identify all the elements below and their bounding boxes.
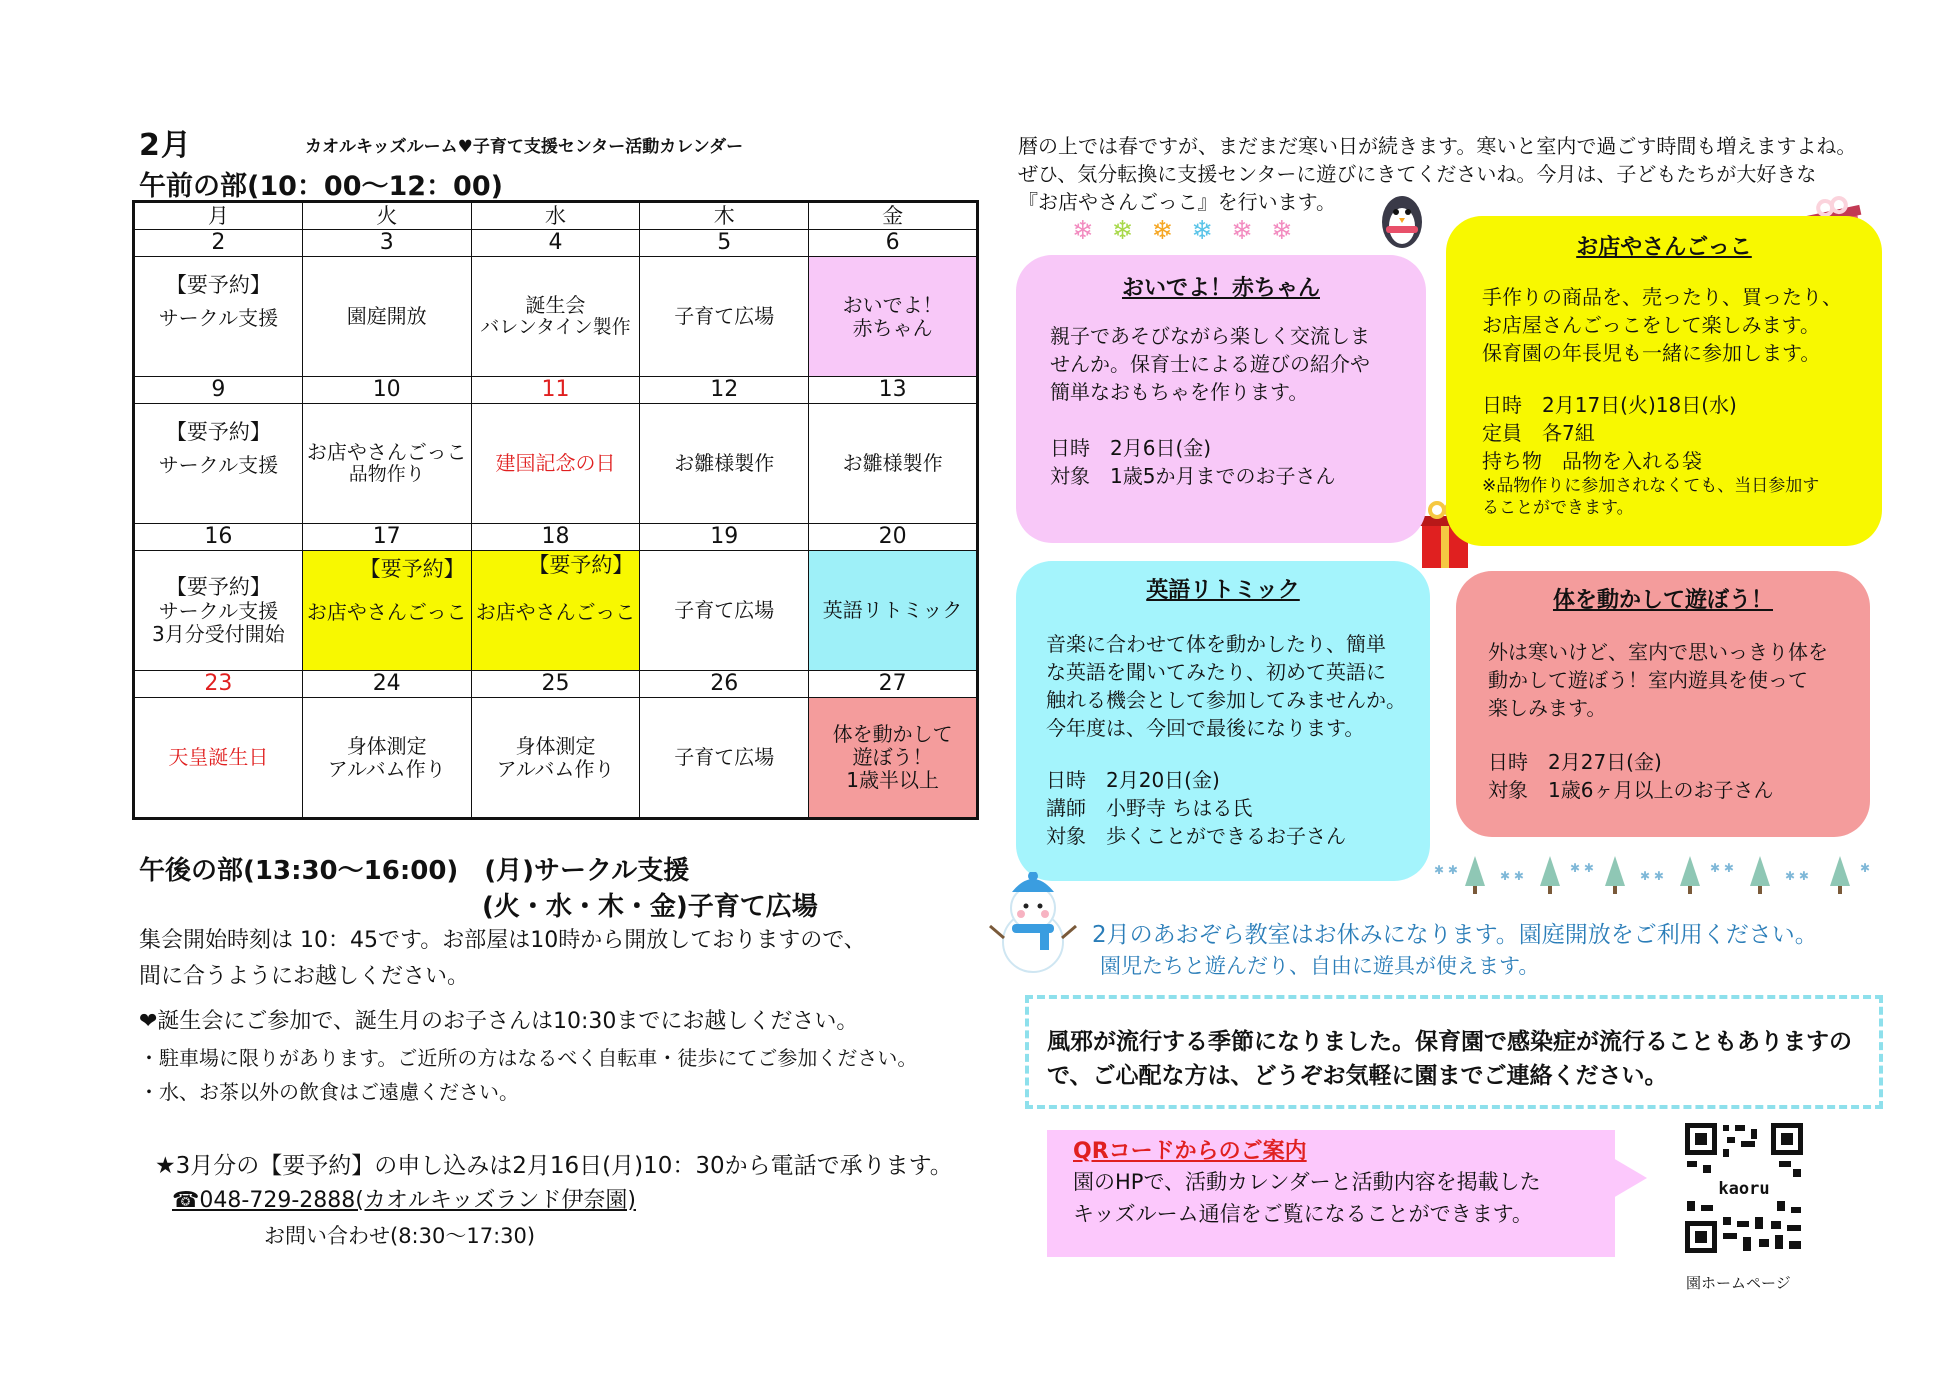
event-desc: 動かして遊ぼう！室内遊具を使って	[1488, 668, 1808, 692]
event-target: 対象 1歳5か月までのお子さん	[1050, 464, 1336, 488]
intro-line: 暦の上では春ですが、まだまだ寒い日が続きます。寒いと室内で過ごす時間も増えますよね。	[1018, 134, 1857, 158]
activity-name: 園庭開放	[346, 304, 427, 328]
activity-row	[134, 404, 978, 524]
parking-note: ・駐車場に限りがあります。ご近所の方はなるべく自転車・徒歩にてご参加ください。	[139, 1046, 918, 1070]
event-title: 体を動かして遊ぼう！	[1552, 588, 1773, 613]
activity-name: 子育て広場	[674, 598, 775, 622]
activity-cell	[640, 698, 809, 819]
date-cell: 12	[640, 377, 809, 404]
reservation-required-tag: 【要予約】	[165, 419, 271, 444]
activity-cell-highlight	[302, 551, 471, 671]
winter-trees-decoration	[1430, 850, 1886, 898]
activity-cell	[302, 698, 471, 819]
weekday-fri: 金	[809, 202, 978, 230]
activity-name: サークル支援	[158, 306, 279, 331]
activity-cell	[471, 257, 640, 377]
event-teacher: 講師 小野寺 ちはる氏	[1046, 796, 1253, 820]
snowflake-icon: ❄	[1111, 216, 1152, 246]
activity-detail: バレンタイン製作	[480, 316, 631, 339]
activity-cell-highlight	[809, 551, 978, 671]
qr-line: キッズルーム通信をご覧になることができます。	[1073, 1202, 1533, 1226]
weekday-tue: 火	[302, 202, 471, 230]
event-date: 日時 2月20日(金)	[1046, 768, 1220, 792]
date-cell: 16	[134, 524, 303, 551]
event-date: 日時 2月6日(金)	[1050, 436, 1212, 460]
snowman-icon	[988, 872, 1078, 976]
activity-cell-highlight	[809, 257, 978, 377]
activity-name: お店やさんごっこ	[306, 600, 467, 625]
event-desc: 音楽に合わせて体を動かしたり、簡単	[1046, 632, 1386, 656]
afternoon-session-label-2: (火・水・木・金)子育て広場	[482, 892, 818, 922]
svg-text:✱ ✱: ✱ ✱	[1785, 869, 1809, 883]
event-desc: 保育園の年長児も一緒に参加します。	[1482, 341, 1821, 365]
date-cell: 24	[302, 671, 471, 698]
date-cell: 6	[809, 230, 978, 257]
event-note: ることができます。	[1482, 498, 1634, 518]
activity-cell	[640, 551, 809, 671]
reservation-required-tag: 【要予約】	[359, 556, 465, 581]
event-desc: お店屋さんごっこをして楽しみます。	[1482, 313, 1820, 337]
event-desc: せんか。保育士による遊びの紹介や	[1050, 352, 1370, 376]
intro-text	[1018, 132, 1898, 216]
activity-name: 誕生会	[525, 293, 586, 318]
event-capacity: 定員 各7組	[1482, 421, 1595, 445]
activity-detail: アルバム作り	[496, 756, 615, 781]
calendar-title: カオルキッズルーム♥子育て支援センター活動カレンダー	[305, 137, 744, 157]
afternoon-session-label: 午後の部(13:30～16:00) (月)サークル支援	[139, 856, 690, 886]
penguin-icon	[1376, 188, 1428, 250]
speech-bubble-tail	[1613, 1158, 1647, 1198]
svg-text:✱: ✱	[1860, 861, 1871, 875]
event-note: ※品物作りに参加されなくても、当日参加す	[1482, 476, 1820, 496]
event-title: お店やさんごっこ	[1576, 235, 1752, 260]
intro-line: ぜひ、気分転換に支援センターに遊びにきてくださいね。今月は、子どもたちが大好きな	[1018, 162, 1817, 186]
event-desc: 親子であそびながら楽しく交流しま	[1050, 324, 1370, 348]
event-bring: 持ち物 品物を入れる袋	[1482, 449, 1702, 473]
qr-caption: 園ホームページ	[1686, 1274, 1791, 1292]
activity-cell	[134, 257, 303, 377]
date-cell: 5	[640, 230, 809, 257]
activity-cell	[134, 551, 303, 671]
activity-cell	[809, 404, 978, 524]
event-desc: 手作りの商品を、売ったり、買ったり、	[1482, 285, 1842, 309]
date-cell: 4	[471, 230, 640, 257]
activity-cell	[134, 404, 303, 524]
qr-description	[1073, 1166, 1541, 1230]
reservation-notice: ★3月分の【要予約】の申し込みは2月16日(月)10：30から電話で承ります。	[155, 1153, 953, 1179]
activity-detail: アルバム作り	[327, 756, 446, 781]
inquiry-hours: お問い合わせ(8:30～17:30)	[264, 1224, 536, 1248]
event-desc: 今年度は、今回で最後になります。	[1046, 716, 1365, 740]
event-card-move	[1456, 571, 1870, 837]
start-time-note	[139, 923, 866, 995]
date-cell: 17	[302, 524, 471, 551]
activity-cell	[640, 404, 809, 524]
date-row	[134, 671, 978, 698]
birthday-note: ❤誕生会にご参加で、誕生月のお子さんは10:30までにお越しください。	[139, 1009, 859, 1034]
activity-cell-highlight	[471, 551, 640, 671]
event-desc: 簡単なおもちゃを作ります。	[1050, 380, 1309, 404]
svg-text:✱ ✱: ✱ ✱	[1434, 863, 1458, 877]
activity-detail: 品物作り	[348, 463, 425, 486]
activity-cell-holiday	[134, 698, 303, 819]
event-desc: 外は寒いけど、室内で思いっきり体を	[1488, 640, 1828, 664]
date-row	[134, 377, 978, 404]
holiday-name: 建国記念の日	[495, 451, 616, 475]
svg-text:✱ ✱: ✱ ✱	[1640, 869, 1664, 883]
qr-code[interactable]	[1683, 1121, 1805, 1255]
event-target: 対象 歩くことができるお子さん	[1046, 824, 1346, 848]
note-line: 間に合うようにお越しください。	[139, 964, 470, 989]
event-desc: 触れる機会として参加してみませんか。	[1046, 688, 1406, 712]
activity-name: お店やさんごっこ	[475, 600, 636, 625]
activity-name: サークル支援	[158, 598, 279, 623]
cold-season-notice	[1025, 995, 1883, 1109]
note-line: 集会開始時刻は 10：45です。お部屋は10時から開放しておりますので、	[139, 928, 866, 953]
sky-class-notice: 2月のあおぞら教室はお休みになります。園庭開放をご利用ください。	[1092, 922, 1818, 948]
svg-text:✱ ✱: ✱ ✱	[1500, 869, 1524, 883]
event-card-english	[1016, 561, 1430, 881]
event-title: 英語リトミック	[1146, 578, 1300, 603]
activity-name: おいでよ！	[842, 292, 943, 317]
snowflake-icons	[1072, 216, 1311, 246]
activity-calendar	[132, 200, 979, 820]
activity-cell	[640, 257, 809, 377]
event-title: おいでよ！赤ちゃん	[1121, 276, 1320, 301]
event-date: 日時 2月17日(火)18日(水)	[1482, 393, 1737, 417]
activity-cell	[302, 404, 471, 524]
activity-detail: 赤ちゃん	[852, 315, 933, 340]
month-heading: 2月	[139, 128, 192, 163]
date-cell-holiday: 23	[134, 671, 303, 698]
snowflake-icon: ❄	[1270, 216, 1311, 246]
qr-line: 園のHPで、活動カレンダーと活動内容を掲載した	[1073, 1170, 1541, 1194]
reservation-required-tag: 【要予約】	[165, 575, 271, 600]
activity-cell	[302, 257, 471, 377]
event-card-shop	[1446, 216, 1882, 546]
date-row	[134, 230, 978, 257]
svg-text:✱ ✱: ✱ ✱	[1570, 861, 1594, 875]
event-target: 対象 1歳6ヶ月以上のお子さん	[1488, 778, 1774, 802]
sky-class-notice-2: 園児たちと遊んだり、自由に遊具が使えます。	[1100, 954, 1540, 978]
cold-season-text: 風邪が流行する季節になりました。保育園で感染症が流行ることもありますので、ご心配な方は、どうぞお気軽に園までご連絡ください。	[1047, 1029, 1852, 1089]
intro-line: 『お店やさんごっこ』を行います。	[1018, 190, 1336, 214]
date-cell: 3	[302, 230, 471, 257]
reservation-required-tag: 【要予約】	[165, 272, 271, 297]
food-note: ・水、お茶以外の飲食はご遠慮ください。	[139, 1080, 519, 1104]
reservation-required-tag: 【要予約】	[528, 552, 634, 577]
date-cell: 20	[809, 524, 978, 551]
activity-cell	[471, 698, 640, 819]
date-cell: 19	[640, 524, 809, 551]
event-card-baby	[1016, 255, 1426, 543]
date-cell-holiday: 11	[471, 377, 640, 404]
weekday-wed: 水	[471, 202, 640, 230]
activity-name: サークル支援	[158, 453, 279, 478]
date-cell: 2	[134, 230, 303, 257]
date-cell: 10	[302, 377, 471, 404]
activity-detail: 1歳半以上	[846, 768, 939, 792]
event-desc: な英語を聞いてみたり、初めて英語に	[1046, 660, 1386, 684]
morning-session-label: 午前の部(10：00～12：00)	[139, 171, 503, 202]
phone-number: ☎048-729-2888(カオルキッズランド伊奈園)	[172, 1188, 636, 1213]
weekday-thu: 木	[640, 202, 809, 230]
snowflake-icon: ❄	[1231, 216, 1271, 246]
weekday-mon: 月	[134, 202, 303, 230]
weekday-header-row	[134, 202, 978, 230]
snowflake-icon: ❄	[1151, 216, 1192, 246]
event-date: 日時 2月27日(金)	[1488, 750, 1662, 774]
activity-name: お店やさんごっこ	[306, 440, 467, 465]
activity-name: 子育て広場	[674, 745, 775, 769]
date-cell: 25	[471, 671, 640, 698]
activity-row	[134, 551, 978, 671]
activity-name: 子育て広場	[674, 304, 775, 328]
activity-name: 体を動かして	[832, 722, 953, 746]
activity-name: お雛様製作	[842, 451, 943, 475]
date-cell: 27	[809, 671, 978, 698]
snowflake-icon: ❄	[1072, 216, 1112, 246]
holiday-name: 天皇誕生日	[168, 745, 269, 769]
qr-title: QRコードからのご案内	[1073, 1139, 1307, 1164]
activity-name: 身体測定	[515, 733, 596, 758]
activity-row	[134, 698, 978, 819]
svg-text:✱ ✱: ✱ ✱	[1710, 861, 1734, 875]
date-cell: 9	[134, 377, 303, 404]
activity-detail: 3月分受付開始	[152, 621, 285, 646]
snowflake-icon: ❄	[1191, 216, 1232, 246]
activity-cell-highlight	[809, 698, 978, 819]
qr-label: kaoru	[1718, 1179, 1770, 1199]
date-cell: 18	[471, 524, 640, 551]
activity-name: 英語リトミック	[822, 598, 963, 622]
activity-name: 身体測定	[346, 733, 427, 758]
event-desc: 楽しみます。	[1488, 696, 1607, 720]
date-cell: 26	[640, 671, 809, 698]
date-row	[134, 524, 978, 551]
activity-name: 遊ぼう！	[852, 745, 933, 769]
activity-row	[134, 257, 978, 377]
date-cell: 13	[809, 377, 978, 404]
activity-name: お雛様製作	[674, 451, 775, 475]
activity-cell-holiday	[471, 404, 640, 524]
